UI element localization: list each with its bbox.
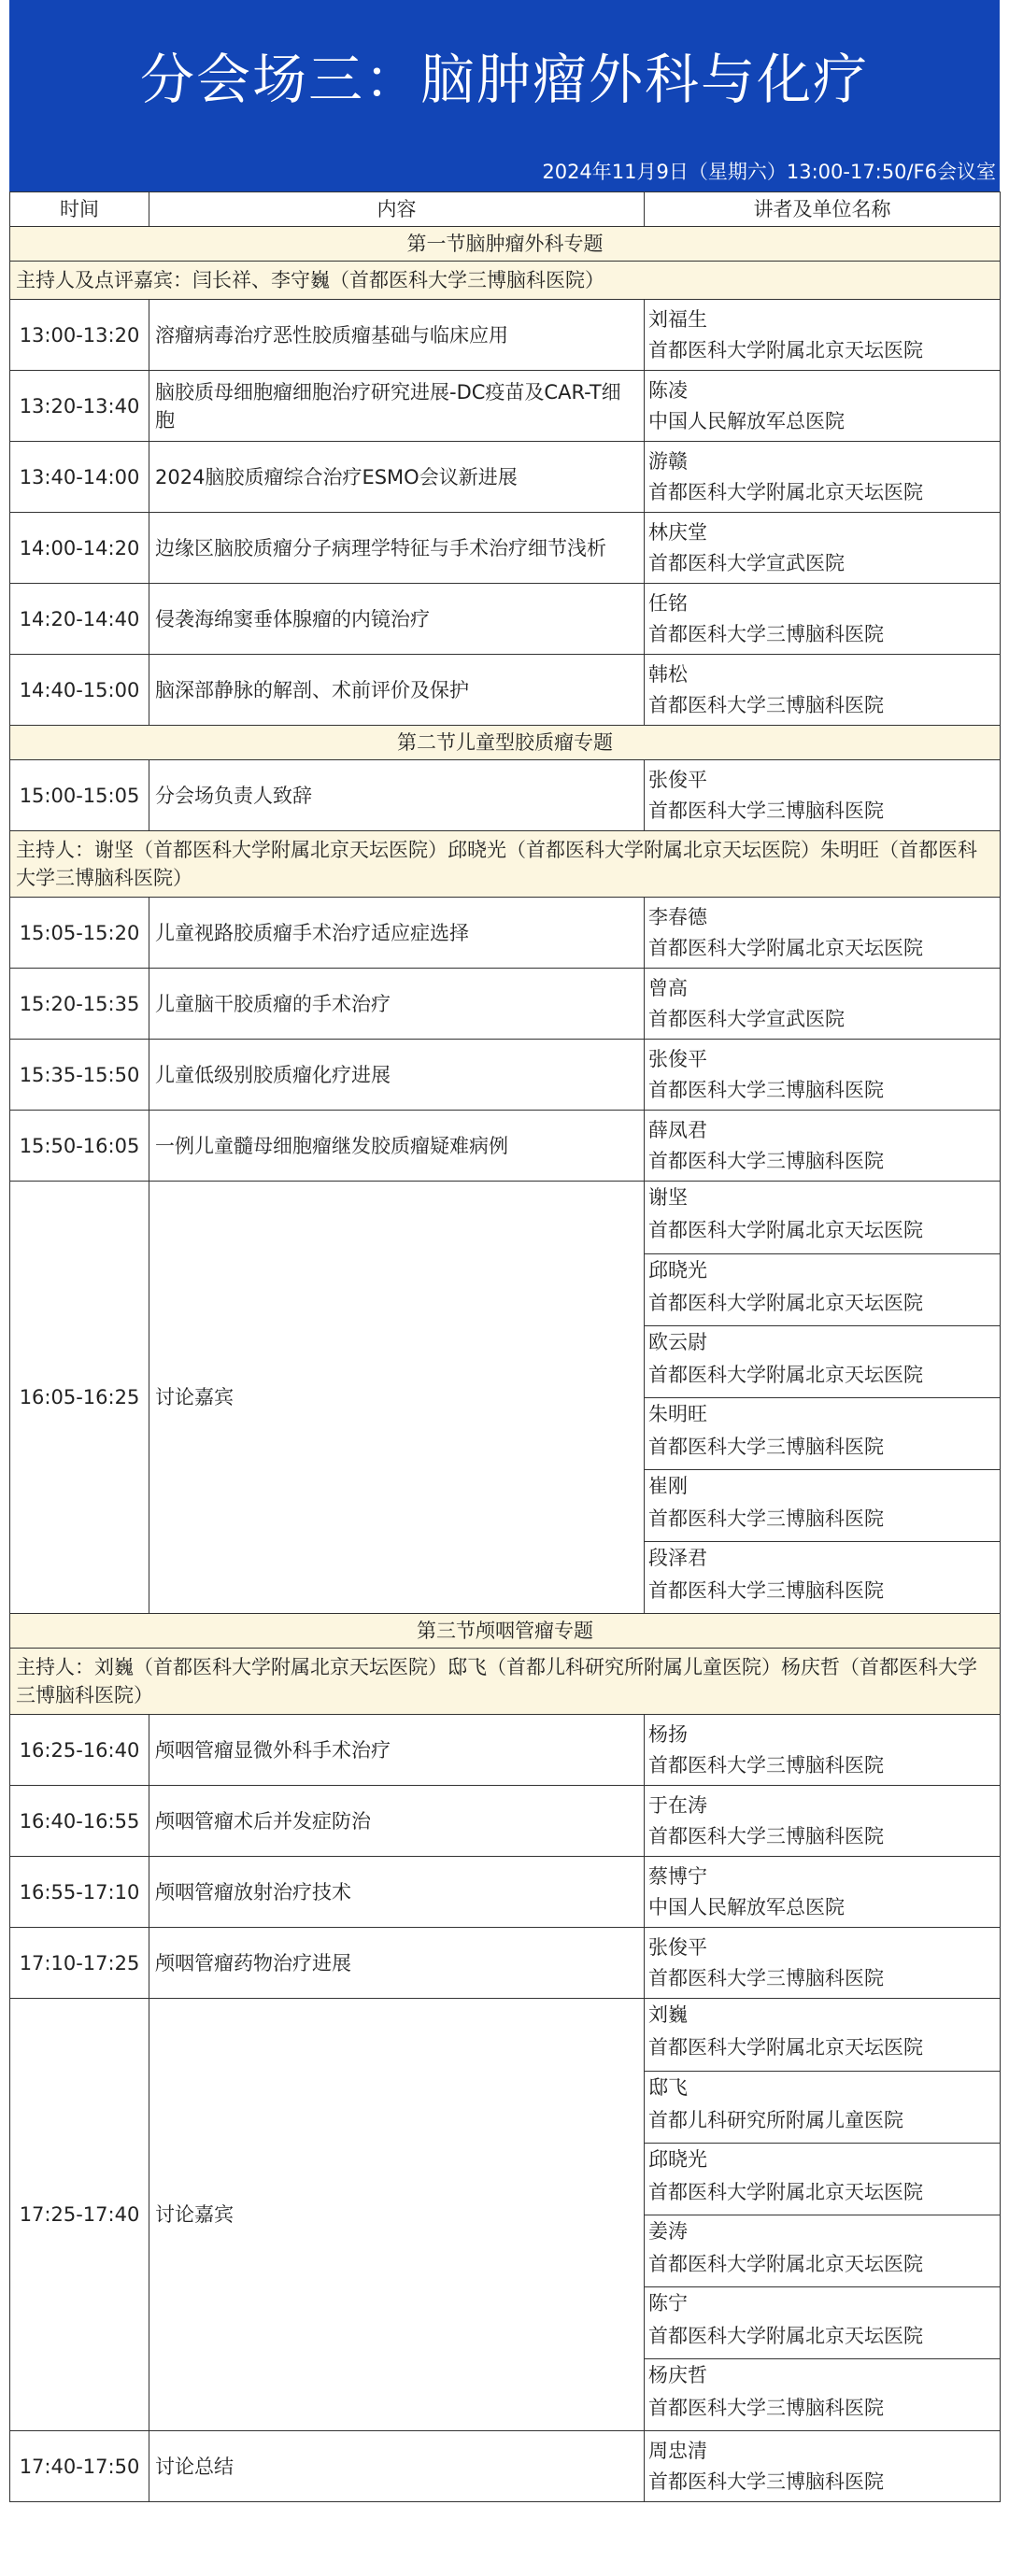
time-cell: 14:20-14:40 (10, 584, 149, 655)
speaker-name: 邱晓光 (648, 2148, 707, 2171)
speaker-affiliation: 首都医科大学附属北京天坛医院 (648, 480, 923, 503)
section-title-row (10, 227, 1001, 262)
speaker-affiliation: 首都医科大学三博脑科医院 (648, 1436, 884, 1458)
time-cell: 16:25-16:40 (10, 1715, 149, 1786)
speaker-affiliation: 首都医科大学三博脑科医院 (648, 799, 884, 822)
speaker-affiliation: 首都医科大学三博脑科医院 (648, 1579, 884, 1602)
speaker-name: 谢坚 (648, 1186, 688, 1209)
table-row (10, 1786, 1001, 1857)
speaker-affiliation: 首都医科大学三博脑科医院 (648, 1078, 884, 1101)
time-cell: 15:05-15:20 (10, 898, 149, 969)
speaker-cell (645, 1111, 1001, 1182)
time-cell: 15:00-15:05 (10, 760, 149, 831)
speaker-affiliation: 首都医科大学宣武医院 (648, 1007, 845, 1030)
time-cell: 17:40-17:50 (10, 2431, 149, 2502)
speaker-cell (645, 1999, 1000, 2071)
speaker-cell (645, 371, 1001, 442)
topic-cell: 颅咽管瘤放射治疗技术 (149, 1857, 645, 1928)
time-cell: 15:35-15:50 (10, 1040, 149, 1111)
speaker-name: 张俊平 (648, 1047, 707, 1070)
speaker-affiliation: 首都医科大学三博脑科医院 (648, 1824, 884, 1847)
section-title: 第二节儿童型胶质瘤专题 (10, 726, 1001, 760)
speaker-cell (645, 1715, 1001, 1786)
table-row (10, 1111, 1001, 1182)
speaker-name: 邸飞 (648, 2076, 688, 2099)
topic-cell: 溶瘤病毒治疗恶性胶质瘤基础与临床应用 (149, 300, 645, 371)
table-row (10, 760, 1001, 831)
time-cell: 14:40-15:00 (10, 655, 149, 726)
speaker-cell (645, 2358, 1000, 2430)
col-content-header: 内容 (149, 192, 645, 227)
col-time-header: 时间 (10, 192, 149, 227)
speaker-cell (645, 1928, 1001, 1999)
host-row (10, 1649, 1001, 1715)
speaker-affiliation: 首都医科大学三博脑科医院 (648, 2470, 884, 2493)
speaker-affiliation: 首都医科大学三博脑科医院 (648, 1753, 884, 1776)
topic-cell: 2024脑胶质瘤综合治疗ESMO会议新进展 (149, 442, 645, 513)
speaker-name: 于在涛 (648, 1793, 707, 1817)
speaker-name: 张俊平 (648, 1935, 707, 1959)
host-row (10, 262, 1001, 300)
speaker-affiliation: 首都医科大学三博脑科医院 (648, 1507, 884, 1530)
speaker-cell (645, 2431, 1001, 2502)
speaker-name: 张俊平 (648, 768, 707, 791)
time-cell: 16:40-16:55 (10, 1786, 149, 1857)
speaker-affiliation: 首都医科大学宣武医院 (648, 551, 845, 574)
topic-cell: 脑胶质母细胞瘤细胞治疗研究进展-DC疫苗及CAR-T细胞 (149, 371, 645, 442)
speaker-cell (645, 1469, 1000, 1541)
col-speaker-header: 讲者及单位名称 (645, 192, 1001, 227)
speaker-name: 李春德 (648, 905, 707, 928)
host-text: 主持人：谢坚（首都医科大学附属北京天坛医院）邱晓光（首都医科大学附属北京天坛医院）朱明旺（首都医科大学三博脑科医院） (10, 831, 1001, 898)
speaker-affiliation: 首都医科大学附属北京天坛医院 (648, 338, 923, 361)
table-row (10, 300, 1001, 371)
table-row (10, 513, 1001, 584)
host-text: 主持人及点评嘉宾：闫长祥、李守巍（首都医科大学三博脑科医院） (10, 262, 1001, 300)
topic-cell: 儿童视路胶质瘤手术治疗适应症选择 (149, 898, 645, 969)
speaker-affiliation: 中国人民解放军总医院 (648, 409, 845, 432)
topic-cell: 颅咽管瘤术后并发症防治 (149, 1786, 645, 1857)
speaker-cell (645, 442, 1001, 513)
speaker-cell (645, 1040, 1001, 1111)
time-cell: 13:00-13:20 (10, 300, 149, 371)
section-title: 第三节颅咽管瘤专题 (10, 1614, 1001, 1649)
speaker-cell (645, 1786, 1001, 1857)
schedule-table (9, 191, 1001, 2502)
speaker-affiliation: 首都医科大学附属北京天坛医院 (648, 1292, 923, 1314)
table-header-row (10, 192, 1001, 227)
speaker-cell (645, 300, 1001, 371)
discussion-row (10, 1182, 1001, 1614)
speaker-cell (645, 1541, 1000, 1613)
time-cell: 13:20-13:40 (10, 371, 149, 442)
table-row (10, 1857, 1001, 1928)
speaker-name: 陈凌 (648, 378, 688, 402)
topic-cell: 讨论嘉宾 (149, 1182, 645, 1614)
speaker-cell (645, 1397, 1000, 1469)
speaker-affiliation: 首都医科大学附属北京天坛医院 (648, 1364, 923, 1386)
speaker-cell (645, 760, 1001, 831)
speaker-name: 刘福生 (648, 307, 707, 331)
topic-cell: 分会场负责人致辞 (149, 760, 645, 831)
table-row (10, 1715, 1001, 1786)
table-row (10, 2431, 1001, 2502)
speaker-cell (645, 2215, 1000, 2286)
topic-cell: 讨论总结 (149, 2431, 645, 2502)
speaker-name: 欧云尉 (648, 1331, 707, 1353)
speaker-affiliation: 首都医科大学三博脑科医院 (648, 1149, 884, 1172)
speaker-name: 游赣 (648, 449, 688, 473)
discussion-speakers (645, 1999, 1001, 2431)
speaker-cell (645, 2143, 1000, 2215)
speaker-cell (645, 655, 1001, 726)
speaker-name: 刘巍 (648, 2003, 688, 2026)
speaker-affiliation: 首都医科大学附属北京天坛医院 (648, 2325, 923, 2347)
speaker-name: 林庆堂 (648, 520, 707, 544)
speaker-affiliation: 首都医科大学三博脑科医院 (648, 622, 884, 645)
speaker-cell (645, 2071, 1000, 2143)
topic-cell: 颅咽管瘤显微外科手术治疗 (149, 1715, 645, 1786)
speaker-affiliation: 首都医科大学三博脑科医院 (648, 1966, 884, 1989)
table-row (10, 898, 1001, 969)
speaker-cell (645, 513, 1001, 584)
header-banner (9, 0, 1000, 191)
speaker-name: 朱明旺 (648, 1403, 707, 1425)
host-row (10, 831, 1001, 898)
time-cell: 16:55-17:10 (10, 1857, 149, 1928)
discussion-row (10, 1999, 1001, 2431)
speaker-name: 陈宁 (648, 2292, 688, 2314)
time-cell: 13:40-14:00 (10, 442, 149, 513)
time-cell: 17:25-17:40 (10, 1999, 149, 2431)
speaker-name: 韩松 (648, 662, 688, 686)
topic-cell: 边缘区脑胶质瘤分子病理学特征与手术治疗细节浅析 (149, 513, 645, 584)
table-row (10, 1040, 1001, 1111)
speaker-name: 曾高 (648, 976, 688, 999)
speaker-affiliation: 首都医科大学附属北京天坛医院 (648, 1219, 923, 1241)
speaker-name: 任铭 (648, 591, 688, 615)
topic-cell: 脑深部静脉的解剖、术前评价及保护 (149, 655, 645, 726)
topic-cell: 讨论嘉宾 (149, 1999, 645, 2431)
speaker-affiliation: 首都医科大学附属北京天坛医院 (648, 2036, 923, 2059)
speaker-affiliation: 首都医科大学三博脑科医院 (648, 693, 884, 716)
time-cell: 16:05-16:25 (10, 1182, 149, 1614)
table-row (10, 442, 1001, 513)
speaker-name: 姜涛 (648, 2220, 688, 2243)
host-text: 主持人：刘巍（首都医科大学附属北京天坛医院）邸飞（首都儿科研究所附属儿童医院）杨庆哲（首都医科大学三博脑科医院） (10, 1649, 1001, 1715)
topic-cell: 一例儿童髓母细胞瘤继发胶质瘤疑难病例 (149, 1111, 645, 1182)
speaker-cell (645, 1253, 1000, 1325)
time-cell: 15:50-16:05 (10, 1111, 149, 1182)
speaker-name: 薛凤君 (648, 1118, 707, 1141)
speaker-affiliation: 首都儿科研究所附属儿童医院 (648, 2109, 903, 2131)
speaker-affiliation: 中国人民解放军总医院 (648, 1895, 845, 1918)
section-title-row (10, 726, 1001, 760)
speaker-affiliation: 首都医科大学附属北京天坛医院 (648, 2253, 923, 2275)
speaker-cell (645, 1182, 1000, 1253)
time-cell: 17:10-17:25 (10, 1928, 149, 1999)
time-cell: 15:20-15:35 (10, 969, 149, 1040)
table-row (10, 584, 1001, 655)
speaker-affiliation: 首都医科大学附属北京天坛医院 (648, 2181, 923, 2203)
speaker-name: 崔刚 (648, 1475, 688, 1497)
speaker-name: 蔡博宁 (648, 1864, 707, 1888)
speaker-cell (645, 1857, 1001, 1928)
speaker-name: 邱晓光 (648, 1259, 707, 1281)
table-row (10, 1928, 1001, 1999)
page-title: 分会场三：脑肿瘤外科与化疗 (139, 48, 869, 111)
topic-cell: 侵袭海绵窦垂体腺瘤的内镜治疗 (149, 584, 645, 655)
speaker-cell (645, 584, 1001, 655)
topic-cell: 儿童低级别胶质瘤化疗进展 (149, 1040, 645, 1111)
table-row (10, 655, 1001, 726)
time-cell: 14:00-14:20 (10, 513, 149, 584)
table-row (10, 371, 1001, 442)
speaker-cell (645, 969, 1001, 1040)
table-row (10, 969, 1001, 1040)
speaker-cell (645, 2286, 1000, 2358)
discussion-speakers (645, 1182, 1001, 1614)
speaker-name: 周忠清 (648, 2439, 707, 2462)
speaker-affiliation: 首都医科大学附属北京天坛医院 (648, 936, 923, 959)
speaker-affiliation: 首都医科大学三博脑科医院 (648, 2397, 884, 2419)
topic-cell: 颅咽管瘤药物治疗进展 (149, 1928, 645, 1999)
section-title: 第一节脑肿瘤外科专题 (10, 227, 1001, 262)
topic-cell: 儿童脑干胶质瘤的手术治疗 (149, 969, 645, 1040)
speaker-cell (645, 1325, 1000, 1397)
speaker-name: 杨扬 (648, 1722, 688, 1746)
speaker-cell (645, 898, 1001, 969)
speaker-name: 段泽君 (648, 1547, 707, 1569)
section-title-row (10, 1614, 1001, 1649)
session-datetime: 2024年11月9日（星期六）13:00-17:50/F6会议室 (542, 161, 996, 183)
speaker-name: 杨庆哲 (648, 2364, 707, 2386)
